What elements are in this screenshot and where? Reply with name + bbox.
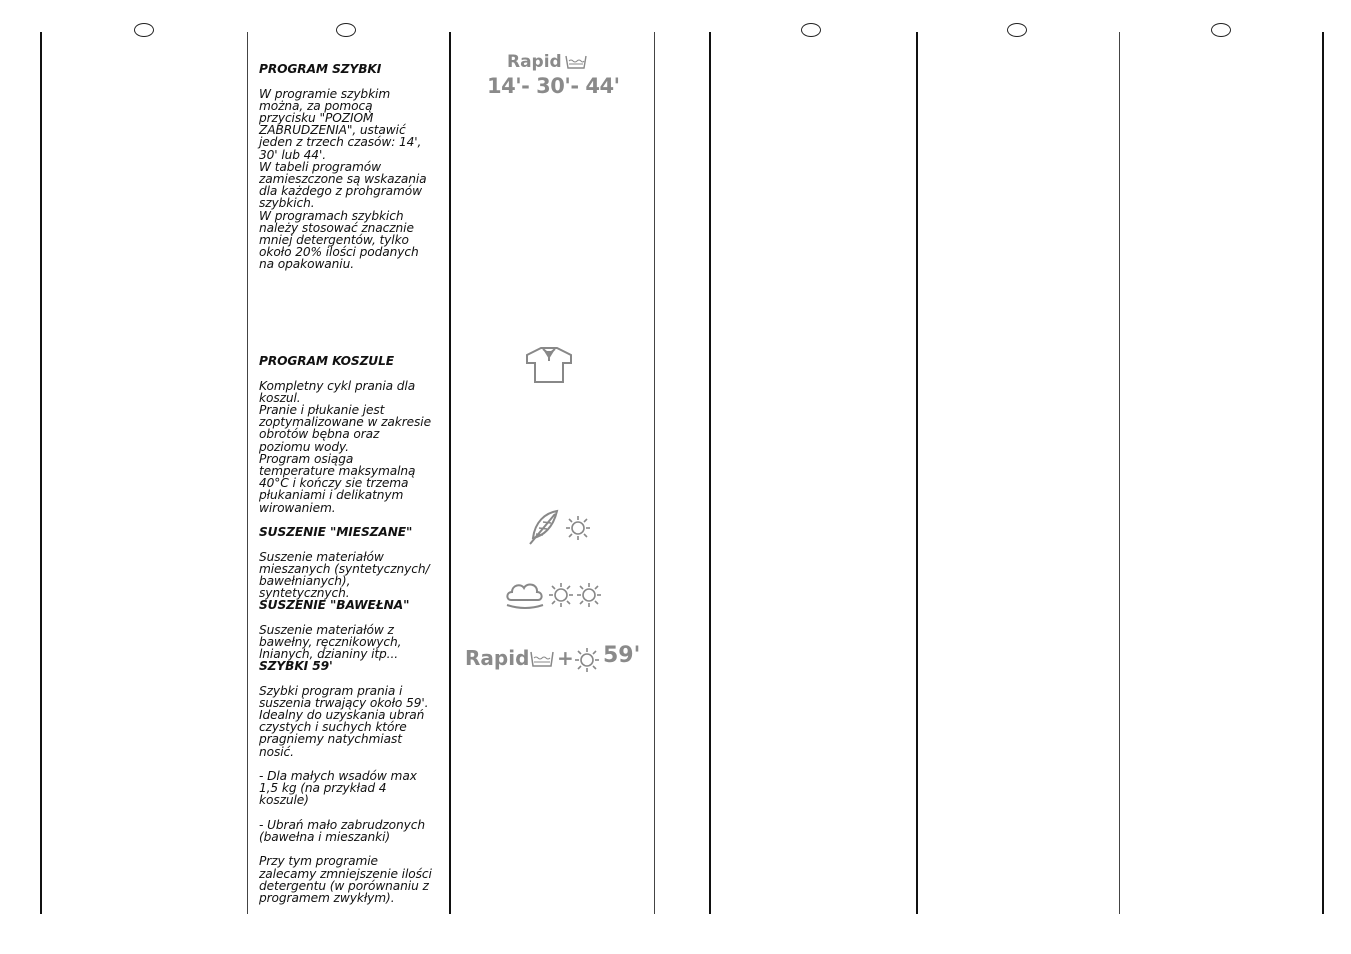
language-marker: [1007, 23, 1027, 37]
rapid59-time: 59': [603, 643, 641, 668]
section-heading: PROGRAM KOSZULE: [259, 354, 394, 369]
sun-icon: [576, 582, 602, 608]
column-rule-3: [449, 32, 451, 914]
wash-tub-icon: [530, 651, 554, 667]
cloud-icon: [505, 578, 545, 610]
section-program-szybki: [259, 51, 441, 283]
language-marker: [134, 23, 154, 37]
feather-icon: [527, 508, 561, 546]
sun-icon: [565, 515, 591, 541]
section-text: W programie szybkim można, za pomocą przycisku "POZIOM ZABRUDZENIA", ustawić jeden z trzech czasów: 14', 30' lub 44'. W tabeli programów zamieszczone są wskazania dla każdego z prohgramów szybkich. W programach szybkich należy stosować znacznie mniej detergentów, tylko około 20% ilości podanych na opakowaniu.: [259, 86, 427, 272]
rapid-times: 14'- 30'- 44': [487, 74, 620, 98]
rapid59-plus: +: [557, 646, 574, 670]
rapid-label: Rapid: [507, 52, 562, 72]
sun-icon: [548, 582, 574, 608]
rapid59-label: Rapid: [465, 646, 530, 670]
column-rule-6: [916, 32, 918, 914]
section-heading: PROGRAM SZYBKI: [259, 62, 382, 77]
column-rule-2: [247, 32, 248, 914]
section-heading: SUSZENIE "BAWEŁNA": [259, 598, 410, 613]
column-rule-8: [1322, 32, 1324, 914]
sun-icon: [574, 647, 600, 673]
language-marker: [336, 23, 356, 37]
section-text: Suszenie materiałów z bawełny, ręcznikowych, lnianych, dzianiny itp...: [259, 622, 402, 662]
section-program-koszule: [259, 343, 441, 526]
section-text: Szybki program prania i suszenia trwający około 59'. Idealny do uzyskania ubrań czystych i suchych które pragniemy natychmiast nosić. - Dla małych wsadów max 1,5 kg (na przykład 4 koszule) - Ubrań mało zabrudzonych (bawełna i mieszanki) Przy tym programie zalecamy zmniejszenie ilości detergentu (w porównaniu z programem zwykłym).: [259, 683, 432, 906]
section-heading: SUSZENIE "MIESZANE": [259, 525, 413, 540]
column-rule-4: [654, 32, 655, 914]
shirt-icon: [523, 345, 575, 385]
column-rule-7: [1119, 32, 1120, 914]
column-rule-5: [709, 32, 711, 914]
section-szybki-59: [259, 648, 441, 916]
section-text: Kompletny cykl prania dla koszul. Pranie i płukanie jest zoptymalizowane w zakresie obrotów bębna oraz poziomu wody. Program osiąga temperature maksymalną 40°C i kończy sie trzema płukaniami i delikatnym wirowaniem.: [259, 378, 431, 515]
section-heading: SZYBKI 59': [259, 659, 333, 674]
language-marker: [1211, 23, 1231, 37]
language-marker: [801, 23, 821, 37]
section-text: Suszenie materiałów mieszanych (syntetycznych/ bawełnianych), syntetycznych.: [259, 549, 430, 601]
column-rule-1: [40, 32, 42, 914]
wash-tub-icon: [565, 55, 587, 69]
